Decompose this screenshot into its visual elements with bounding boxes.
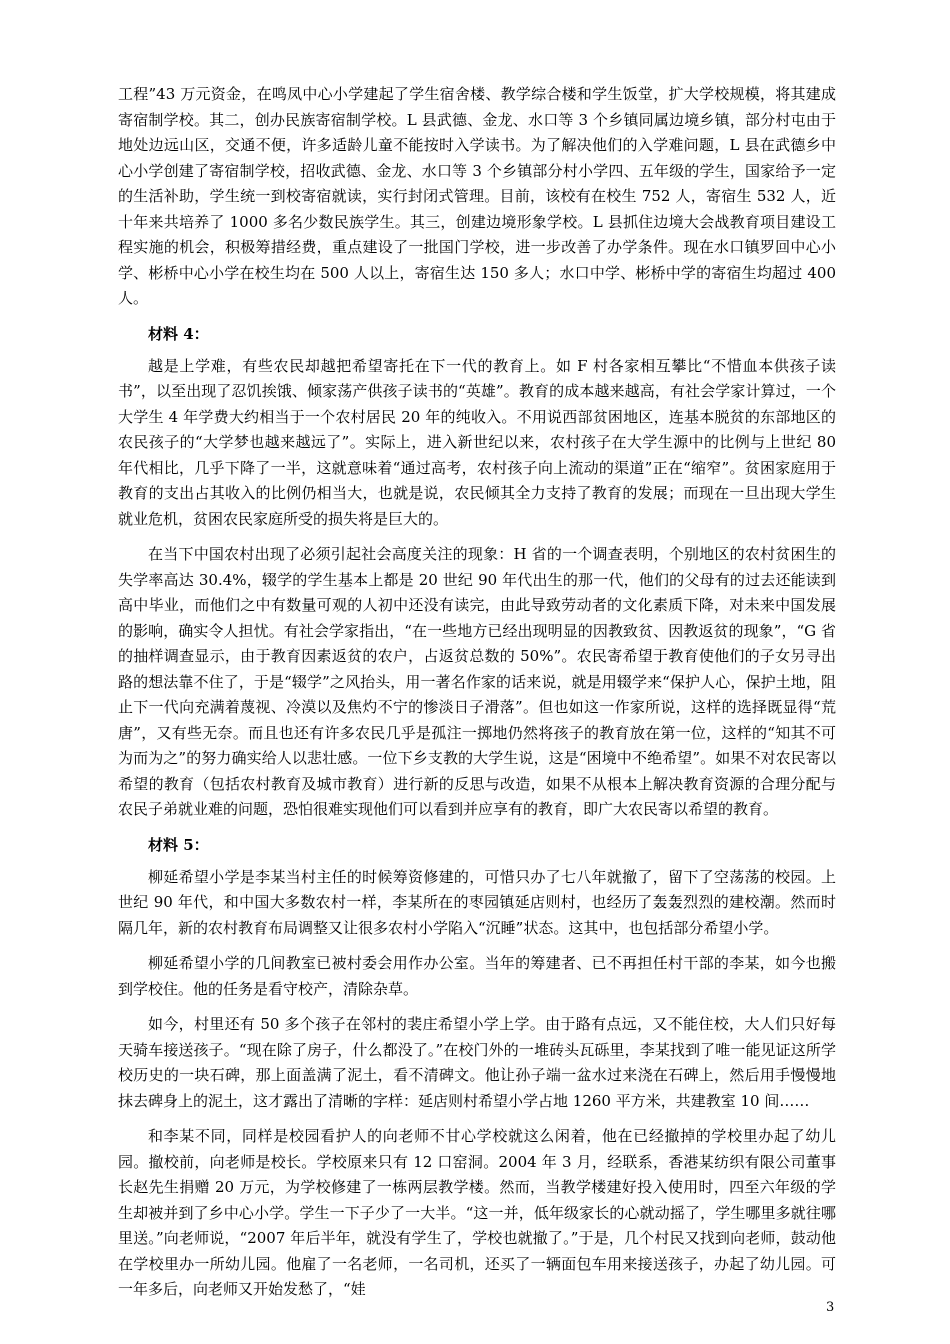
document-body	[118, 82, 836, 1313]
paragraph: 如今，村里还有 50 多个孩子在邻村的裴庄希望小学上学。由于路有点远，又不能住校，大人们只好每天骑车接送孩子。“现在除了房子，什么都没了。”在校门外的一堆砖头瓦砾里，李某找到了唯一能见证这所学校历史的一块石碑，那上面盖满了泥土，看不清碑文。他让孙子端一盆水过来浇在石碑上，然后用手慢慢地抹去碑身上的泥土，这才露出了清晰的字样：延店则村希望小学占地 1260 平方米，共建教室 10 间……	[118, 1015, 836, 1110]
paragraph: 和李某不同，同样是校园看护人的向老师不甘心学校就这么闲着，他在已经撤掉的学校里办起了幼儿园。撤校前，向老师是校长。学校原来只有 12 口窑洞。2004 年 3 月，经联系，香港某纺织有限公司董事长赵先生捐赠 20 万元，为学校修建了一栋两层教学楼。然而，当教学楼建好投入使用时，四至六年级的学生却被并到了乡中心小学。学生一下子少了一大半。“这一并，低年级家长的心就动摇了，学生哪里多就往哪里送。”向老师说，“2007 年后半年，就没有学生了，学校也就撤了。”于是，几个村民又找到向老师，鼓动他在学校里办一所幼儿园。他雇了一名老师，一名司机，还买了一辆面包车用来接送孩子，办起了幼儿园。可一年多后，向老师又开始发愁了，“娃	[118, 1127, 836, 1298]
page-number: 3	[826, 1300, 835, 1315]
paragraph: 越是上学难，有些农民却越把希望寄托在下一代的教育上。如 F 村各家相互攀比“不惜血本供孩子读书”，以至出现了忍饥挨饿、倾家荡产供孩子读书的“英雄”。教育的成本越来越高，有社会学家计算过，一个大学生 4 年学费大约相当于一个农村居民 20 年的纯收入。不用说西部贫困地区，连基本脱贫的东部地区的农民孩子的“大学梦也越来越远了”。实际上，进入新世纪以来，农村孩子在大学生源中的比例与上世纪 80 年代相比，几乎下降了一半，这就意味着“通过高考，农村孩子向上流动的渠道”正在“缩窄”。贫困家庭用于教育的支出占其收入的比例仍相当大，也就是说，农民倾其全力支持了教育的发展；而现在一旦出现大学生就业危机，贫困农民家庭所受的损失将是巨大的。	[118, 356, 836, 528]
paragraph: 在当下中国农村出现了必须引起社会高度关注的现象：H 省的一个调查表明，个别地区的农村贫困生的失学率高达 30.4%，辍学的学生基本上都是 20 世纪 90 年代出生的那一代，他们的父母有的过去还能读到高中毕业，而他们之中有数量可观的人初中还没有读完，由此导致劳动者的文化素质下降，对未来中国发展的影响，确实令人担忧。有社会学家指出，“在一些地方已经出现明显的因教致贫、因教返贫的现象”，“G 省的抽样调查显示，由于教育因素返贫的农户，占返贫总数的 50%”。农民寄希望于教育使他们的子女另寻出路的想法靠不住了，于是“辍学”之风抬头，用一著名作家的话来说，就是用辍学来“保护人心，保护土地，阻止下一代向充满着蔑视、冷漠以及焦灼不宁的惨淡日子滑落”。但也如这一作家所说，这样的选择既显得“荒唐”，又有些无奈。而且也还有许多农民几乎是孤注一掷地仍然将孩子的教育放在第一位，这样的“知其不可为而为之”的努力确实给人以悲壮感。一位下乡支教的大学生说，这是“困境中不绝希望”。如果不对农民寄以希望的教育（包括农村教育及城市教育）进行新的反思与改造，如果不从根本上解决教育资源的合理分配与农民子弟就业难的问题，恐怕很难实现他们可以看到并应享有的教育，即广大农民寄以希望的教育。	[118, 545, 836, 818]
paragraph-continued: 工程”43 万元资金，在鸣凤中心小学建起了学生宿舍楼、教学综合楼和学生饭堂，扩大学校规模，将其建成寄宿制学校。其二，创办民族寄宿制学校。L 县武德、金龙、水口等 3 个乡镇同属边境乡镇，部分村屯由于地处边远山区，交通不便，许多适龄儿童不能按时入学读书。为了解决他们的入学难问题，L 县在武德乡中心小学创建了寄宿制学校，招收武德、金龙、水口等 3 个乡镇部分村小学四、五年级的学生，国家给予一定的生活补助，学生统一到校寄宿就读，实行封闭式管理。目前，该校有在校生 752 人，寄宿生 532 人，近十年来共培养了 1000 多名少数民族学生。其三，创建边境形象学校。L 县抓住边境大会战教育项目建设工程实施的机会，积极筹措经费，重点建设了一批国门学校，进一步改善了办学条件。现在水口镇罗回中心小学、彬桥中心小学在校生均在 500 人以上，寄宿生达 150 多人；水口中学、彬桥中学的寄宿生均超过 400 人。	[118, 85, 836, 307]
paragraph: 柳延希望小学是李某当村主任的时候筹资修建的，可惜只办了七八年就撤了，留下了空荡荡的校园。上世纪 90 年代，和中国大多数农村一样，李某所在的枣园镇延店则村，也经历了轰轰烈烈的建校潮。然而时隔几年，新的农村教育布局调整又让很多农村小学陷入“沉睡”状态。这其中，也包括部分希望小学。	[118, 867, 836, 937]
section-heading-material-4: 材料 4：	[148, 324, 209, 343]
paragraph: 柳延希望小学的几间教室已被村委会用作办公室。当年的筹建者、已不再担任村干部的李某，如今也搬到学校住。他的任务是看守校产，清除杂草。	[118, 954, 836, 998]
section-heading-material-5: 材料 5：	[148, 835, 209, 854]
